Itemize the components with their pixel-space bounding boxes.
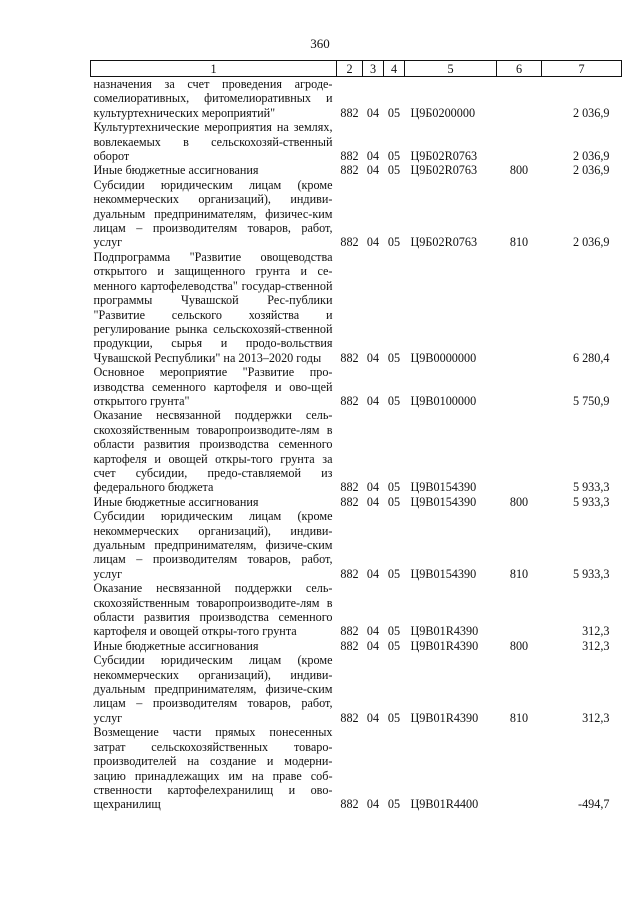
row-code-expense xyxy=(497,581,542,639)
page-number: 360 xyxy=(310,36,330,51)
row-amount: 5 750,9 xyxy=(572,393,610,408)
row-name: Субсидии юридическим лицам (кроме некоммерческих организаций), индиви-дуальным предпринимателям, физиче-ским лицам – производителям товаров, работ, услуг xyxy=(93,653,333,725)
row-code-section: 04 xyxy=(366,480,380,495)
row-code-subsection: 05 xyxy=(387,710,401,725)
row-amount: -494,7 xyxy=(578,797,610,812)
header-col-6: 6 xyxy=(497,61,542,77)
row-name: Основное мероприятие "Развитие про-изводства семенного картофеля и ово-щей открытого грунта" xyxy=(93,365,333,408)
row-code-expense: 800 xyxy=(509,163,529,178)
row-code-section: 04 xyxy=(366,494,380,509)
row-amount: 2 036,9 xyxy=(572,105,610,120)
row-code-section: 04 xyxy=(366,797,380,812)
budget-table xyxy=(90,60,622,812)
row-code-subsection: 05 xyxy=(387,624,401,639)
table-row xyxy=(91,120,622,163)
row-code-section: 04 xyxy=(366,393,380,408)
row-code-expense xyxy=(497,725,542,811)
row-code-target: Ц9Б02R0763 xyxy=(410,149,478,164)
row-code-expense: 810 xyxy=(509,235,529,250)
row-code-target: Ц9Б02R0763 xyxy=(410,235,478,250)
table-row xyxy=(91,509,622,581)
row-code-expense: 810 xyxy=(509,566,529,581)
table-row xyxy=(91,250,622,365)
row-name: Возмещение части прямых понесенных затрат сельскохозяйственных товаро-производителей на создание и модерни-зацию принадлежащих им на праве соб-ственности картофелехранилищ и ово-щехранилищ xyxy=(93,725,333,812)
row-code-expense xyxy=(497,120,542,163)
row-name: Иные бюджетные ассигнования xyxy=(93,163,259,178)
header-col-1: 1 xyxy=(91,61,337,77)
row-amount: 5 933,3 xyxy=(572,566,610,581)
row-name: Субсидии юридическим лицам (кроме некоммерческих организаций), индиви-дуальным предпринимателям, физиче-ским лицам – производителям товаров, работ, услуг xyxy=(93,509,333,581)
header-col-3: 3 xyxy=(363,61,384,77)
table-row xyxy=(91,163,622,177)
row-code-subsection: 05 xyxy=(387,149,401,164)
row-code-target: Ц9В0100000 xyxy=(410,393,477,408)
row-code-admin: 882 xyxy=(340,105,359,120)
row-code-subsection: 05 xyxy=(387,480,401,495)
row-code-section: 04 xyxy=(366,710,380,725)
row-code-section: 04 xyxy=(366,638,380,653)
row-code-target: Ц9В01R4400 xyxy=(410,797,479,812)
row-code-target: Ц9Б02R0763 xyxy=(410,163,478,178)
row-code-section: 04 xyxy=(366,105,380,120)
row-code-subsection: 05 xyxy=(387,393,401,408)
row-code-section: 04 xyxy=(366,163,380,178)
row-code-subsection: 05 xyxy=(387,638,401,653)
table-row xyxy=(91,495,622,509)
row-amount: 312,3 xyxy=(582,710,610,725)
header-col-2: 2 xyxy=(337,61,363,77)
table-body xyxy=(91,77,622,812)
header-row xyxy=(91,61,622,77)
row-code-subsection: 05 xyxy=(387,350,401,365)
row-code-expense: 800 xyxy=(509,638,529,653)
row-code-admin: 882 xyxy=(340,638,359,653)
row-code-admin: 882 xyxy=(340,480,359,495)
row-code-target: Ц9В0154390 xyxy=(410,494,477,509)
row-code-expense: 800 xyxy=(509,494,529,509)
row-code-admin: 882 xyxy=(340,393,359,408)
row-code-subsection: 05 xyxy=(387,494,401,509)
row-code-target: Ц9В01R4390 xyxy=(410,624,479,639)
table-row xyxy=(91,365,622,408)
row-name: Субсидии юридическим лицам (кроме некоммерческих организаций), индиви-дуальным предпринимателям, физичес-ким лицам – производителям товаров, работ, услуг xyxy=(93,177,333,250)
row-code-target: Ц9В0154390 xyxy=(410,566,477,581)
row-code-target: Ц9В0000000 xyxy=(410,350,477,365)
row-amount: 6 280,4 xyxy=(572,350,610,365)
table-row xyxy=(91,178,622,250)
row-amount: 5 933,3 xyxy=(572,480,610,495)
row-code-admin: 882 xyxy=(340,797,359,812)
row-code-subsection: 05 xyxy=(387,797,401,812)
row-code-subsection: 05 xyxy=(387,105,401,120)
row-code-admin: 882 xyxy=(340,350,359,365)
header-col-5: 5 xyxy=(405,61,497,77)
row-amount: 312,3 xyxy=(582,638,610,653)
table-row xyxy=(91,639,622,653)
row-name: назначения за счет проведения агроде-сомелиоративных, фитомелиоративных и культуртехнических мероприятий" xyxy=(93,77,333,120)
row-code-section: 04 xyxy=(366,566,380,581)
row-name: Культуртехнические мероприятия на землях, вовлекаемых в сельскохозяй-ственный оборот xyxy=(93,120,333,164)
row-code-section: 04 xyxy=(366,149,380,164)
row-code-target: Ц9Б0200000 xyxy=(410,105,476,120)
row-code-expense xyxy=(497,408,542,494)
row-code-subsection: 05 xyxy=(387,163,401,178)
row-code-admin: 882 xyxy=(340,235,359,250)
row-code-expense xyxy=(497,77,542,121)
row-code-subsection: 05 xyxy=(387,235,401,250)
row-name: Оказание несвязанной поддержки сель-скохозяйственным товаропроизводите-лям в области развития производства семенного картофеля и овощей откры-того грунта за счет субсидии, предо-ставляемой из федерального бюджета xyxy=(93,408,333,495)
row-code-expense: 810 xyxy=(509,710,529,725)
header-col-4: 4 xyxy=(384,61,405,77)
header-col-7: 7 xyxy=(542,61,622,77)
row-code-admin: 882 xyxy=(340,566,359,581)
row-code-target: Ц9В01R4390 xyxy=(410,710,479,725)
row-name: Подпрограмма "Развитие овощеводства открытого и защищенного грунта и се-менного картофелеводства" государ-ственной программы Чувашской Рес-публики "Развитие сельского хозяйства и регулирование рынка сельскохозяй-ственной продукции, сырья и продо-вольствия Чувашской Республики" на 2013–2020 годы xyxy=(93,249,333,365)
row-amount: 2 036,9 xyxy=(572,163,610,178)
row-code-section: 04 xyxy=(366,235,380,250)
row-name: Иные бюджетные ассигнования xyxy=(93,638,259,653)
row-name: Иные бюджетные ассигнования xyxy=(93,494,259,509)
table-row xyxy=(91,408,622,494)
table-row xyxy=(91,77,622,121)
row-code-admin: 882 xyxy=(340,710,359,725)
row-code-subsection: 05 xyxy=(387,566,401,581)
row-name: Оказание несвязанной поддержки сель-скохозяйственным товаропроизводите-лям в области развития производства семенного картофеля и овощей откры-того грунта xyxy=(93,581,333,639)
row-amount: 312,3 xyxy=(582,624,610,639)
table-row xyxy=(91,725,622,811)
row-code-expense xyxy=(497,250,542,365)
table-row xyxy=(91,653,622,725)
row-code-section: 04 xyxy=(366,624,380,639)
row-code-section: 04 xyxy=(366,350,380,365)
row-amount: 2 036,9 xyxy=(572,235,610,250)
table-row xyxy=(91,581,622,639)
row-code-target: Ц9В01R4390 xyxy=(410,638,479,653)
row-code-admin: 882 xyxy=(340,149,359,164)
row-code-target: Ц9В0154390 xyxy=(410,480,477,495)
row-code-admin: 882 xyxy=(340,163,359,178)
row-code-admin: 882 xyxy=(340,624,359,639)
row-code-expense xyxy=(497,365,542,408)
row-code-admin: 882 xyxy=(340,494,359,509)
row-amount: 5 933,3 xyxy=(572,494,610,509)
row-amount: 2 036,9 xyxy=(572,149,610,164)
